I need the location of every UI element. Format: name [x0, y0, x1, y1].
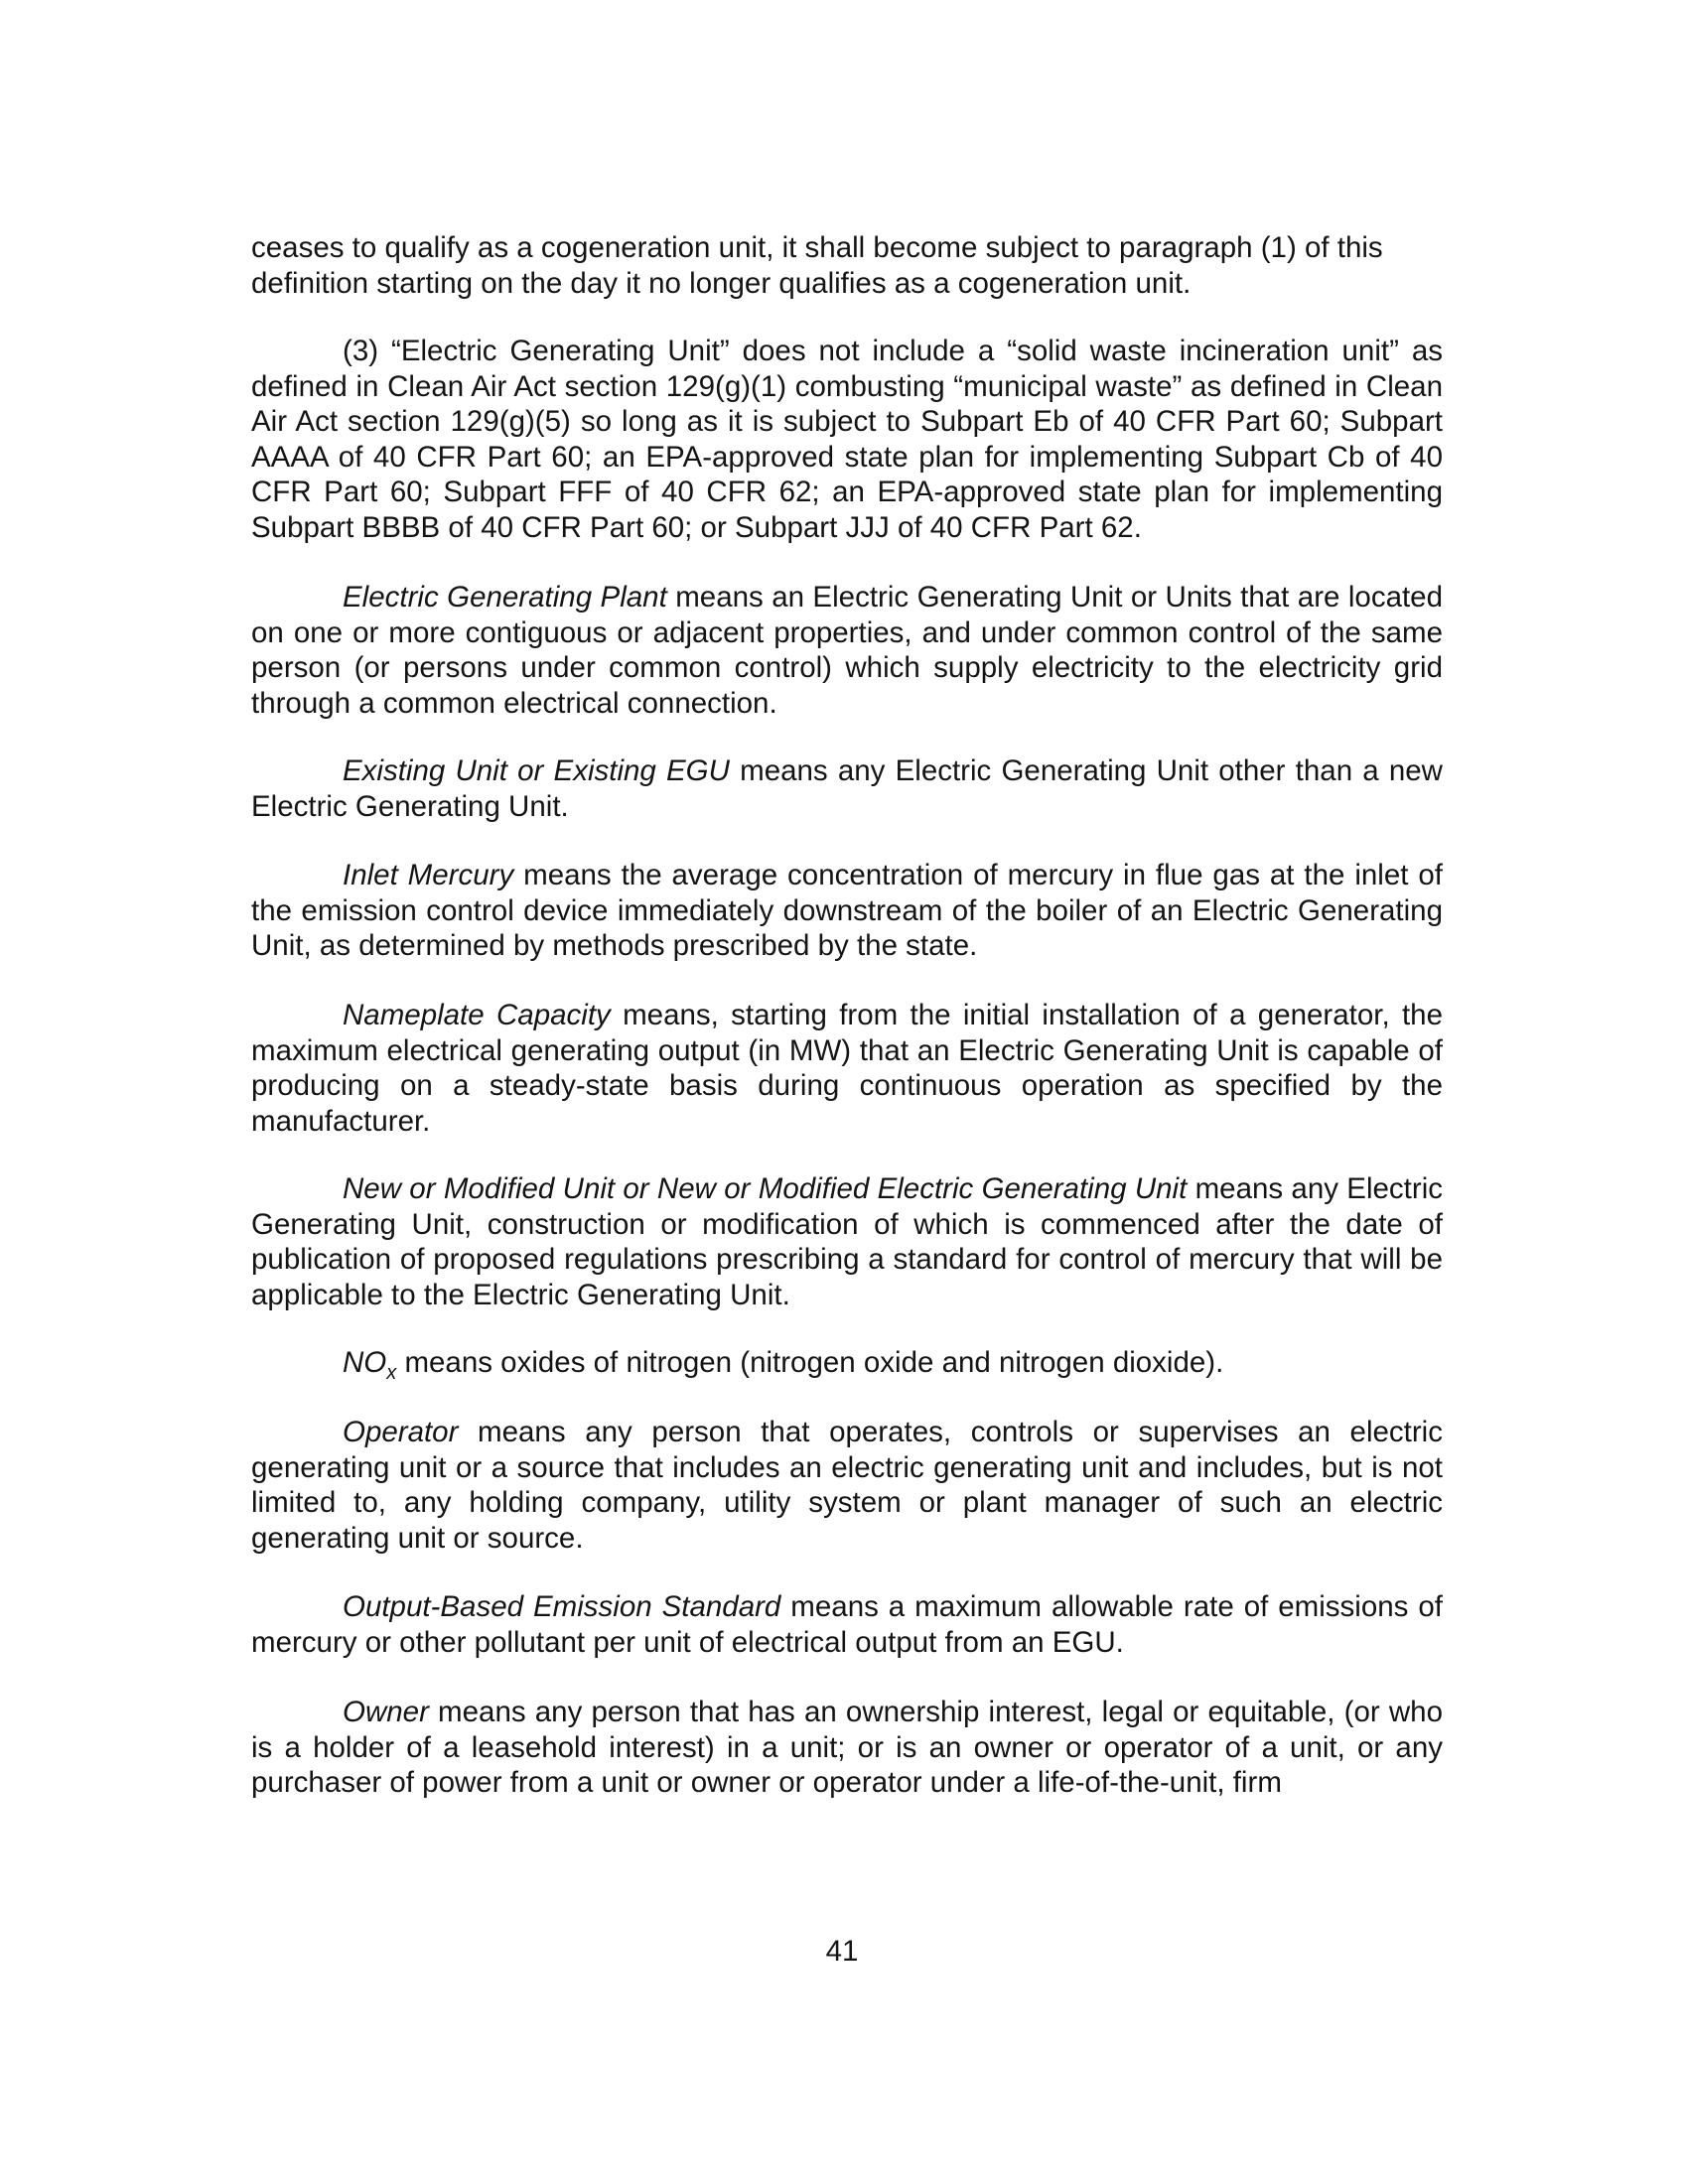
definition-term: Existing Unit or Existing EGU — [343, 754, 730, 787]
definition-text: means any Electric Generating Unit, construction or modification of which is commenced after the date of publication of proposed regulations prescribing a standard for control of mercury that will be applicable to the Electric Generating Unit. — [251, 1172, 1444, 1311]
definition-text: means a maximum allowable rate of emissions of mercury or other pollutant per unit of electrical output from an EGU. — [251, 1590, 1443, 1659]
definition-term: Owner — [343, 1696, 429, 1728]
definition-term-subscript: x — [386, 1361, 397, 1384]
definition-term: Operator — [343, 1416, 459, 1448]
definition-text: means any Electric Generating Unit other than a new Electric Generating Unit. — [251, 754, 1443, 823]
definition-text: means any person that operates, controls or supervises an electric generating unit or a source that includes an electric generating unit and includes, but is not limited to, any holding company, utility system or plant manager of such an electric generating unit or source. — [251, 1416, 1443, 1555]
definition-term: Electric Generating Plant — [343, 581, 667, 614]
paragraph-cogeneration-continuation — [251, 230, 1443, 301]
definition-nameplate-capacity — [251, 998, 1443, 1139]
definition-term: Nameplate Capacity — [343, 999, 611, 1031]
paragraph-egu-exclusion — [251, 334, 1443, 545]
definition-text: means, starting from the initial installation of a generator, the maximum electrical generating output (in MW) that an Electric Generating Unit is capable of producing on a steady-state basis during continuous operation as specified by the manufacturer. — [251, 999, 1443, 1138]
definition-operator — [251, 1415, 1443, 1556]
definition-term: Inlet Mercury — [343, 859, 514, 891]
definition-new-or-modified-unit — [251, 1171, 1443, 1312]
definition-inlet-mercury — [251, 858, 1443, 964]
definition-text: means the average concentration of mercury in flue gas at the inlet of the emission control device immediately downstream of the boiler of an Electric Generating Unit, as determined by methods prescribed by the state. — [251, 859, 1443, 962]
paragraph-text: (3) “Electric Generating Unit” does not include a “solid waste incineration unit” as defined in Clean Air Act section 129(g)(1) combusting “municipal waste” as defined in Clean Air Act section 129(g)(5) so long as it is subject to Subpart Eb of 40 CFR Part 60; Subpart AAAA of 40 CFR Part 60; an EPA-approved state plan for implementing Subpart Cb of 40 CFR Part 60; Subpart FFF of 40 CFR 62; an EPA-approved state plan for implementing Subpart BBBB of 40 CFR Part 60; or Subpart JJJ of 40 CFR Part 62. — [251, 335, 1443, 544]
definition-term: NO — [343, 1346, 387, 1379]
definition-term: New or Modified Unit or New or Modified Electric Generating Unit — [343, 1172, 1188, 1205]
definition-existing-unit — [251, 753, 1443, 824]
definition-nox — [251, 1345, 1443, 1384]
definition-output-based-emission-standard — [251, 1589, 1443, 1660]
definition-term: Output-Based Emission Standard — [343, 1590, 781, 1623]
definition-text: means any person that has an ownership interest, legal or equitable, (or who is a holder of a leasehold interest) in a unit; or is an owner or operator of a unit, or any purchaser of power from a unit or owner or operator under a life-of-the-unit, firm — [251, 1696, 1443, 1799]
definition-electric-generating-plant — [251, 580, 1443, 721]
page-number: 41 — [825, 1935, 859, 1968]
definition-owner — [251, 1695, 1443, 1801]
paragraph-text: ceases to qualify as a cogeneration unit, it shall become subject to paragraph (1) of this definition starting on the day it no longer qualifies as a cogeneration unit. — [251, 231, 1383, 300]
definition-text: means an Electric Generating Unit or Units that are located on one or more contiguous or adjacent properties, and under common control of the same person (or persons under common control) which supply electricity to the electricity grid through a common electrical connection. — [251, 581, 1443, 720]
definition-text: means oxides of nitrogen (nitrogen oxide and nitrogen dioxide). — [396, 1346, 1224, 1379]
